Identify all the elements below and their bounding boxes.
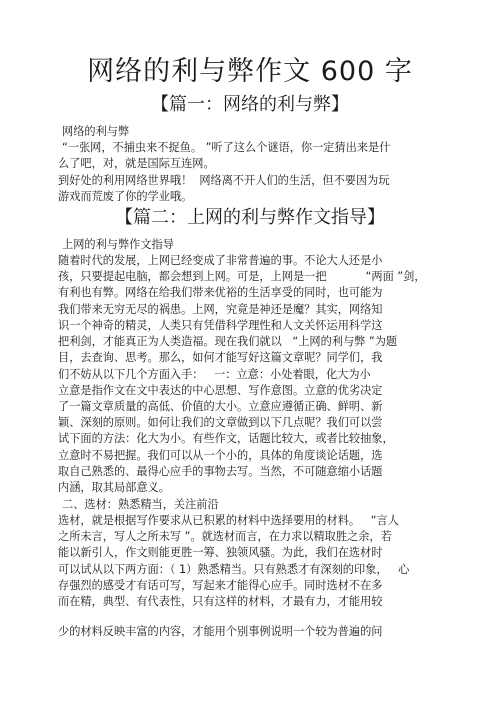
text-line: 而在精，典型、有代表性，只有这样的材料，才最有力，才能用较 [58,595,383,608]
text-line: 我们带来无穷无尽的祸患。上网，究竟是神还是魔？其实，网络知 [58,303,383,316]
text-line: 么了吧，对，就是国际互连网。 [58,157,215,170]
text-line: 内涵，取其局部意义。 [58,481,170,494]
text-line: 能以新引人，作文则能更胜一筹、独领风骚。为此，我们在选材时 [58,546,383,559]
text-line: 立意是指作文在文中表达的中心思想、写作意图。立意的优劣决定 [58,384,383,397]
text-line: 取自己熟悉的、最得心应手的事物去写。当然，不可随意缩小话题 [58,465,383,478]
text-line: 把利剑，才能真正为人类造福。现在我们就以 “上网的利与弊 ”为题 [58,335,398,348]
text-line: 上网的利与弊作文指导 [62,238,174,251]
text-line: 网络的利与弊 [62,125,130,138]
text-line: 有利也有弊。网络在给我们带来优裕的生活享受的同时，也可能为 [58,286,383,299]
text-line: 立意时不易把握。我们可以从一个小的，具体的角度谈论话题，选 [58,449,383,462]
text-line: 孩，只要提起电脑，都会想到上网。可是，上网是一把 “两面 ”剑， [58,270,426,283]
text-line: 游戏而荒废了你的学业哦。 [58,190,193,203]
text-line: 了一篇文章质量的高低、价值的大小。立意应遵循正确、鲜明、新 [58,400,383,413]
text-line: 随着时代的发展，上网已经变成了非常普遍的事。不论大人还是小 [58,254,383,267]
section-heading-1: 【篇一：网络的利与弊】 [151,94,349,115]
text-line: 存强烈的感受才有话可写，写起来才能得心应手。同时选材不在多 [58,579,383,592]
text-line: 可以试从以下两方面：（ 1）熟悉精当。只有熟悉才有深刻的印象， 心 [58,563,410,576]
text-line: “一张网，不捕虫来不捉鱼。 ”听了这么个谜语，你一定猜出来是什 [62,141,391,154]
text-line: 试下面的方法：化大为小。有些作文，话题比较大，或者比较抽象， [58,432,394,445]
text-line: 二、选材：熟悉精当，关注前沿 [62,498,219,511]
text-line: 少的材料反映丰富的内容，才能用个别事例说明一个较为普遍的问 [58,625,383,638]
text-line: 之所未言，写人之所未写 ”。就选材而言，在力求以精取胜之余，若 [58,530,392,543]
text-line: 到好处的利用网络世界哦！ 网络离不开人们的生活，但不要因为玩 [58,174,390,187]
text-line: 颖、深刻的原则。如何让我们的文章做到以下几点呢？我们可以尝 [58,416,383,429]
document-title: 网络的利与弊作文 600 字 [87,56,413,87]
text-line: 目，去查询、思考。那么，如何才能写好这篇文章呢？同学们，我 [58,351,383,364]
text-line: 们不妨从以下几个方面入手： 一：立意：小处着眼，化大为小 [58,368,371,381]
text-line: 选材，就是根据写作要求从已积累的材料中选择要用的材料。 “言人 [58,514,399,527]
text-line: 识一个神奇的精灵，人类只有凭借科学理性和人文关怀运用科学这 [58,319,383,332]
section-heading-2: 【篇二：上网的利与弊作文指导】 [115,207,385,228]
